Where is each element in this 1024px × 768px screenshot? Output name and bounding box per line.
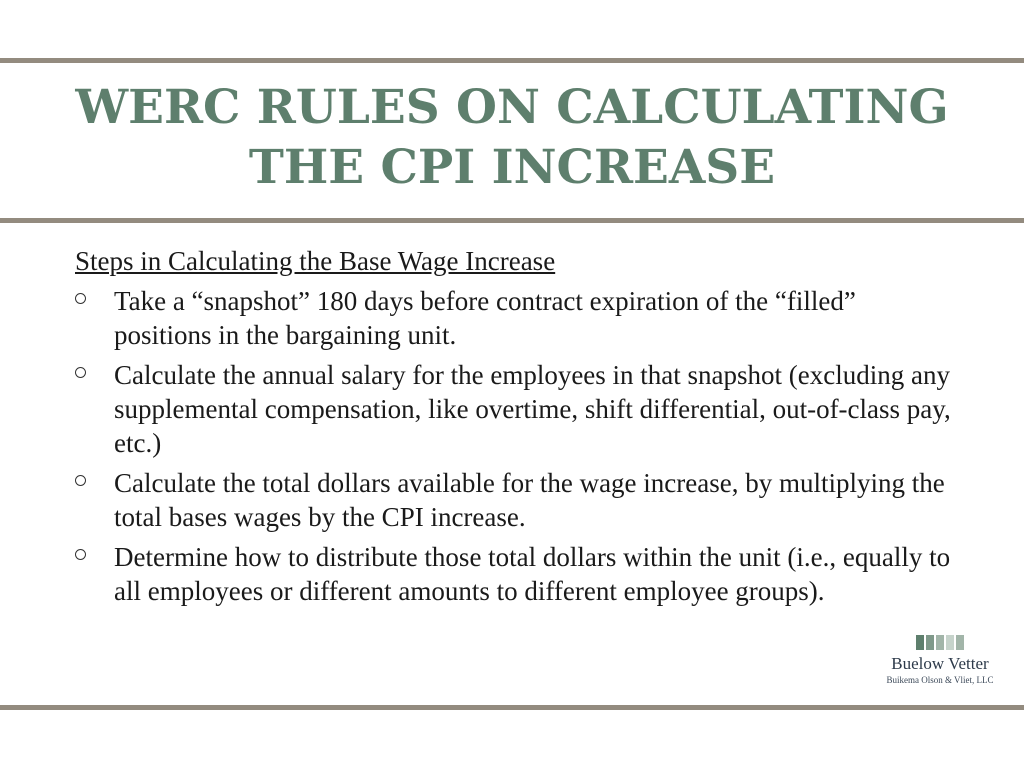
logo-block (916, 635, 924, 650)
slide-title-line-2: THE CPI INCREASE (248, 140, 776, 195)
bottom-divider (0, 705, 1024, 710)
firm-logo (880, 635, 1000, 686)
hollow-circle-bullet-icon (75, 549, 86, 560)
hollow-circle-bullet-icon (75, 293, 86, 304)
slide-title-line-1: WERC RULES ON CALCULATING (75, 80, 949, 135)
hollow-circle-bullet-icon (75, 367, 86, 378)
slide-title (0, 78, 1024, 198)
top-divider (0, 58, 1024, 63)
list-item (75, 358, 955, 460)
steps-list (75, 284, 955, 608)
step-text: Calculate the annual salary for the employees in that snapshot (excluding any supplemental compensation, like overtime, shift differential, out-of-class pay, etc.) (114, 360, 951, 458)
logo-block (926, 635, 934, 650)
title-divider (0, 218, 1024, 223)
logo-block (956, 635, 964, 650)
logo-block (946, 635, 954, 650)
list-item (75, 466, 955, 534)
step-text: Take a “snapshot” 180 days before contract expiration of the “filled” positions in the bargaining unit. (114, 286, 856, 350)
logo-firm-name: Buelow Vetter (891, 654, 989, 673)
logo-mark-icon (880, 635, 1000, 650)
logo-block (936, 635, 944, 650)
hollow-circle-bullet-icon (75, 475, 86, 486)
slide-body (75, 244, 955, 614)
step-text: Calculate the total dollars available for the wage increase, by multiplying the total bases wages by the CPI increase. (114, 468, 945, 532)
list-item (75, 284, 955, 352)
section-subheading: Steps in Calculating the Base Wage Increase (75, 246, 556, 276)
step-text: Determine how to distribute those total dollars within the unit (i.e., equally to all employees or different amounts to different employee groups). (114, 542, 951, 606)
logo-firm-subtitle: Buikema Olson & Vliet, LLC (886, 675, 994, 685)
list-item (75, 540, 955, 608)
